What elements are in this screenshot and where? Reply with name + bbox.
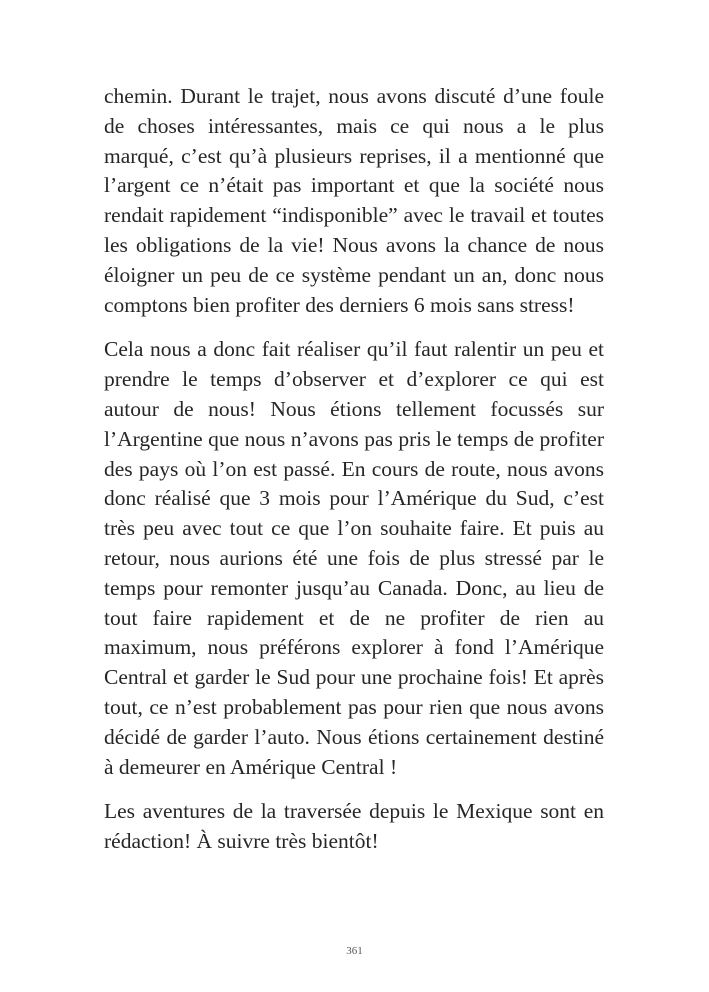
paragraph-3: Les aventures de la traversée depuis le Mexique sont en rédaction! À suivre très bientôt! [104,799,604,854]
paragraph-1: chemin. Durant le trajet, nous avons discuté d’une foule de choses intéressantes, mais ce qui nous a le plus marqué, c’est qu’à plusieurs reprises, il a mentionné que l’argent ce n’était pas important et que la société nous rendait rapidement “indisponible” avec le travail et toutes les obligations de la vie! Nous avons la chance de nous éloigner un peu de ce système pendant un an, donc nous comptons bien profiter des derniers 6 mois sans stress! [104,84,604,317]
paragraph-2: Cela nous a donc fait réaliser qu’il faut ralentir un peu et prendre le temps d’observer et d’explorer ce qui est autour de nous! Nous étions tellement focussés sur l’Argentine que nous n’avons pas pris le temps de profiter des pays où l’on est passé. En cours de route, nous avons donc réalisé que 3 mois pour l’Amérique du Sud, c’est très peu avec tout ce que l’on souhaite faire. Et puis au retour, nous aurions été une fois de plus stressé par le temps pour remonter jusqu’au Canada. Donc, au lieu de tout faire rapidement et de ne profiter de rien au maximum, nous préférons explorer à fond l’Amérique Central et garder le Sud pour une prochaine fois! Et après tout, ce n’est probablement pas pour rien que nous avons décidé de garder l’auto. Nous étions certainement destiné à demeurer en Amérique Central ! [104,337,604,779]
body-text [104,82,604,872]
page-number: 361 [346,945,363,957]
